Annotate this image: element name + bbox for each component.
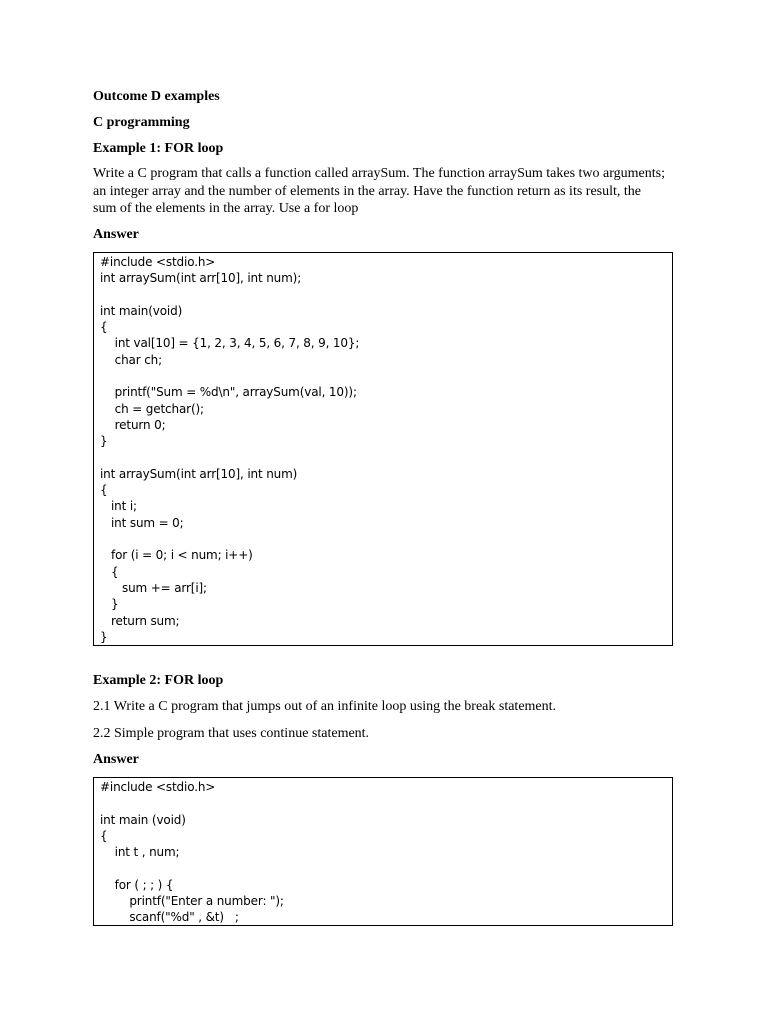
code-line: int main (void) bbox=[100, 812, 186, 827]
example2-code-box bbox=[93, 777, 673, 926]
code-line: int i; bbox=[100, 499, 137, 514]
code-line: ch = getchar(); bbox=[100, 401, 204, 416]
code-line: printf("Sum = %d\n", arraySum(val, 10)); bbox=[100, 385, 357, 400]
code-line: return 0; bbox=[100, 417, 166, 432]
example1-description-line: an integer array and the number of elements in the array. Have the function return as its result, the bbox=[93, 183, 641, 199]
code-line: { bbox=[100, 320, 108, 335]
code-line: #include <stdio.h> bbox=[100, 255, 216, 269]
document-subtitle: C programming bbox=[93, 115, 190, 130]
code-line: printf("Enter a number: "); bbox=[100, 894, 284, 909]
code-line: } bbox=[100, 597, 119, 612]
example1-answer-label: Answer bbox=[93, 227, 139, 242]
example1-description bbox=[93, 165, 683, 218]
code-line: #include <stdio.h> bbox=[100, 780, 216, 794]
code-line: int arraySum(int arr[10], int num); bbox=[100, 271, 302, 286]
code-line: { bbox=[100, 828, 108, 843]
example2-answer-label: Answer bbox=[93, 752, 139, 767]
code-line: char ch; bbox=[100, 352, 163, 367]
code-line: int main(void) bbox=[100, 303, 183, 318]
code-line: scanf("%d" , &t) ; bbox=[100, 910, 239, 925]
code-line bbox=[94, 860, 672, 876]
code-line: { bbox=[100, 483, 108, 498]
code-line: for (i = 0; i < num; i++) bbox=[100, 548, 253, 563]
code-line: } bbox=[100, 434, 108, 449]
code-line: int sum = 0; bbox=[100, 515, 184, 530]
example2-heading: Example 2: FOR loop bbox=[93, 673, 224, 688]
example1-code-box bbox=[93, 252, 673, 646]
code-line: sum += arr[i]; bbox=[100, 580, 207, 595]
code-line: int arraySum(int arr[10], int num) bbox=[100, 466, 298, 481]
example2-item-2: 2.2 Simple program that uses continue statement. bbox=[93, 726, 370, 741]
code-line: { bbox=[100, 564, 119, 579]
example1-description-line: sum of the elements in the array. Use a for loop bbox=[93, 201, 359, 216]
code-line bbox=[94, 795, 672, 811]
code-line bbox=[94, 368, 672, 384]
example2-item-1: 2.1 Write a C program that jumps out of an infinite loop using the break statement. bbox=[93, 699, 557, 714]
code-line bbox=[94, 450, 672, 466]
code-line: } bbox=[100, 629, 108, 644]
code-line: int t , num; bbox=[100, 845, 180, 860]
code-line: return sum; bbox=[100, 613, 180, 628]
code-line bbox=[94, 531, 672, 547]
example1-description-line: Write a C program that calls a function called arraySum. The function arraySum takes two arguments; bbox=[93, 166, 665, 181]
document-title: Outcome D examples bbox=[93, 89, 220, 104]
code-line: for ( ; ; ) { bbox=[100, 877, 174, 892]
code-line: int val[10] = {1, 2, 3, 4, 5, 6, 7, 8, 9, 10}; bbox=[100, 336, 360, 351]
example1-heading: Example 1: FOR loop bbox=[93, 141, 224, 156]
code-line bbox=[94, 287, 672, 303]
